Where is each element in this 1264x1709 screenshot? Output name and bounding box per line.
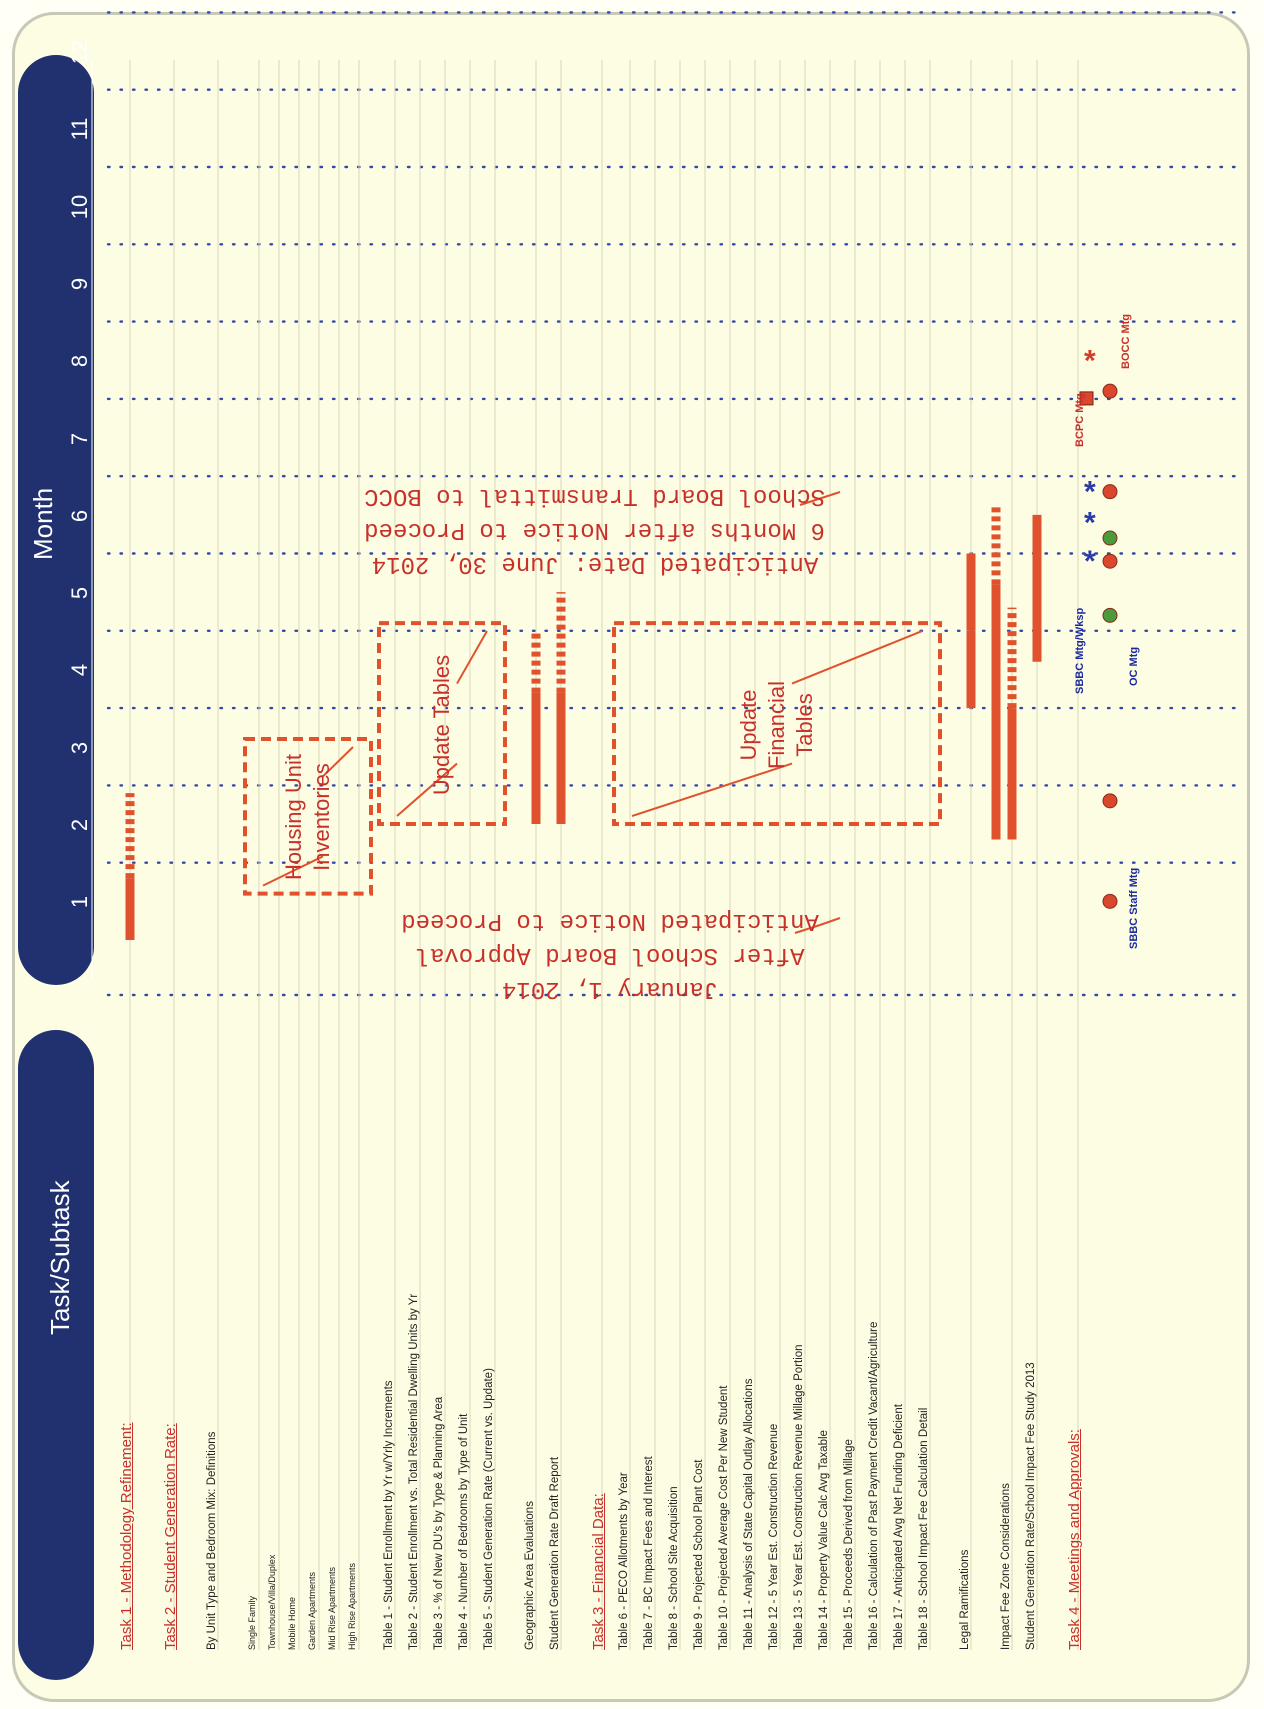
box-label: Housing Unit [281, 754, 306, 881]
subtask-label: Legal Ramifications [959, 1549, 971, 1650]
subtask-label: Table 3 - % of New DU's by Type & Planning Area [433, 1396, 445, 1650]
task-label: Task 4 - Meetings and Approvals: [1066, 1429, 1083, 1650]
callout-text: Anticipated Notice to Proceed [401, 907, 819, 934]
subtask-label: Single Family [247, 1595, 257, 1650]
month-number: 9 [67, 277, 92, 291]
subtask-label: Table 7 - BC Impact Fees and Interest [643, 1456, 655, 1650]
box-label: Tables [792, 692, 817, 757]
subtask-label: Geographic Area Evaluations [524, 1501, 536, 1650]
meeting-dot [1103, 794, 1117, 808]
month-number: 2 [67, 818, 92, 832]
subtask-label: Townhouse/Villa/Duplex [267, 1554, 277, 1650]
subtask-label: Table 13 - 5 Year Est. Construction Revenue Millage Portion [793, 1344, 805, 1650]
month-number: 12 [67, 39, 92, 65]
subtask-label: Student Generation Rate Draft Report [549, 1456, 561, 1650]
subtask-label: Table 18 - School Impact Fee Calculation Detail [918, 1407, 930, 1650]
subtask-label: Table 5 - Student Generation Rate (Current vs. Update) [483, 1368, 495, 1650]
meeting-star: * [1084, 506, 1096, 540]
subtask-label: By Unit Type and Bedroom Mix: Definitions [206, 1431, 218, 1650]
meeting-star: * [1084, 344, 1096, 378]
subtask-label: Impact Fee Zone Considerations [1000, 1483, 1012, 1650]
month-number: 5 [67, 587, 92, 600]
month-number: 3 [67, 741, 92, 754]
callout-text: After School Board Approval [415, 941, 805, 968]
meeting-star: * [1084, 545, 1096, 579]
meeting-dot [1103, 531, 1117, 545]
meeting-label: SBBC Staff Mtg [1128, 867, 1140, 950]
subtask-label: Table 12 - 5 Year Est. Construction Revenue [768, 1423, 780, 1650]
month-number: 11 [67, 117, 92, 141]
month-number: 4 [67, 664, 92, 677]
subtask-label: Table 17 - Anticipated Avg Net Funding Deficient [893, 1404, 905, 1650]
meeting-dot [1103, 894, 1117, 908]
meeting-dot [1103, 554, 1117, 568]
subtask-label: Table 4 - Number of Bedrooms by Type of Unit [458, 1413, 470, 1650]
subtask-label: Table 1 - Student Enrollment by Yr w/Yrly Increments [383, 1380, 395, 1650]
box-label: Update [736, 689, 761, 761]
subtask-label: Table 15 - Proceeds Derived from Millage [843, 1439, 855, 1650]
meeting-star: * [1084, 475, 1096, 509]
month-number: 1 [67, 896, 92, 909]
dashed-box [245, 739, 371, 894]
month-number: 10 [67, 194, 92, 219]
callout-text: School Board Transmittal to BOCC [364, 482, 825, 509]
subtask-label: Mid Rise Apartments [327, 1566, 337, 1650]
task-label: Task 3 - Financial Data: [590, 1493, 607, 1650]
task-label: Task 1 - Methodology Refinement: [118, 1422, 135, 1650]
task-subtask-header-label: Task/Subtask [45, 1180, 75, 1335]
meeting-dot [1103, 384, 1117, 398]
task-label: Task 2 - Student Generation Rate: [162, 1423, 179, 1650]
box-label: Update Tables [429, 654, 454, 795]
month-header-label: Month [28, 487, 58, 560]
meeting-label: BCPC Mtg [1074, 392, 1086, 447]
subtask-label: Table 16 - Calculation of Past Payment Credit Vacant/Agriculture [868, 1321, 880, 1650]
subtask-label: Table 10 - Projected Average Cost Per New Student [718, 1385, 730, 1650]
subtask-label: Table 11 - Analysis of State Capital Outlay Allocations [743, 1378, 755, 1650]
box-label: Financial [764, 680, 789, 769]
meeting-label: OC Mtg [1128, 647, 1140, 687]
subtask-label: Mobile Home [287, 1596, 297, 1650]
meeting-dot [1103, 485, 1117, 499]
month-number: 6 [67, 509, 92, 522]
meeting-label: SBBC Mtg/Wksp [1074, 607, 1086, 694]
box-label: Inventories [309, 763, 334, 872]
pointer-arrow [457, 631, 487, 683]
meeting-dot [1103, 608, 1117, 622]
subtask-label: Table 6 - PECO Allotments by Year [618, 1472, 630, 1650]
month-number: 7 [67, 432, 92, 445]
subtask-label: Student Generation Rate/School Impact Fee Study 2013 [1025, 1362, 1037, 1650]
month-number: 8 [67, 355, 92, 368]
subtask-label: Garden Apartments [307, 1571, 317, 1650]
subtask-label: Table 2 - Student Enrollment vs. Total Residential Dwelling Units by Yr [408, 1293, 420, 1650]
callout-text: Anticipated Date: June 30, 2014 [371, 550, 819, 577]
subtask-label: Table 9 - Projected School Plant Cost [693, 1459, 705, 1650]
subtask-label: Table 8 - School Site Acquisition [668, 1486, 680, 1650]
subtask-label: High Rise Apartments [347, 1562, 357, 1650]
callout-text: January 1, 2014 [501, 975, 719, 1002]
callout-text: 6 Months after Notice to Proceed [364, 516, 825, 543]
meeting-label: BOCC Mtg [1120, 314, 1132, 370]
subtask-label: Table 14 - Property Value Calc Avg Taxable [818, 1430, 830, 1650]
